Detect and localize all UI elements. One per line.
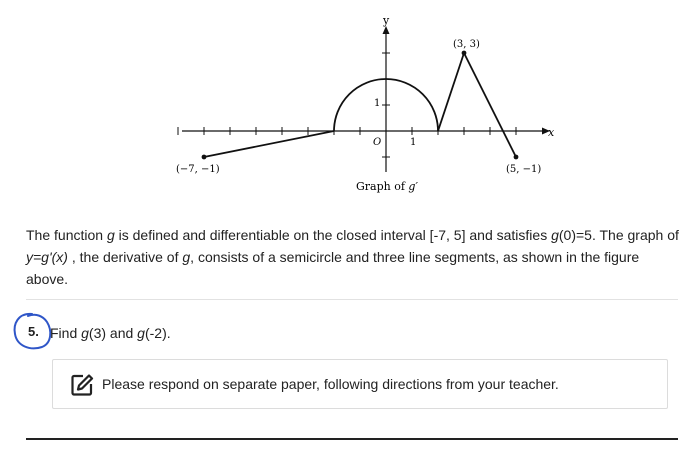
origin-label: O xyxy=(373,137,382,148)
line-segment-4 xyxy=(464,53,516,157)
stem-text: , consists of a semicircle and three line segments, as shown in the figure above. xyxy=(26,249,640,287)
graph-caption-func: g′ xyxy=(408,180,418,193)
stem-g: g xyxy=(182,249,191,265)
stem-text: is defined and differentiable on the closed interval [-7, 5] and satisfies xyxy=(114,227,552,243)
point-label-neg7-neg1: (−7, −1) xyxy=(176,164,220,175)
question-number: 5. xyxy=(28,324,39,339)
stem-g: g xyxy=(106,227,115,243)
stem-text: The function xyxy=(26,227,107,243)
axis-ticks xyxy=(178,53,516,157)
y-axis-arrow xyxy=(383,26,390,34)
graph-caption xyxy=(356,180,418,193)
labeled-point xyxy=(514,155,519,160)
problem-stem xyxy=(26,224,681,290)
graph-curves xyxy=(202,51,519,160)
prompt-g: g xyxy=(137,325,145,341)
response-box[interactable] xyxy=(52,359,668,409)
stem-derivative: y=g'(x) xyxy=(26,249,68,265)
response-instruction: Please respond on separate paper, following directions from your teacher. xyxy=(102,376,559,392)
prompt-g: g xyxy=(81,325,89,341)
point-label-5-neg1: (5, −1) xyxy=(506,164,542,175)
point-label-3-3: (3, 3) xyxy=(453,39,480,50)
prompt-text: Find xyxy=(50,325,82,341)
y-tick-label-1: 1 xyxy=(374,98,381,109)
y-axis-label: y xyxy=(383,14,390,27)
edit-pencil-icon xyxy=(70,373,94,397)
stem-text: (0)=5. The graph of xyxy=(558,227,679,243)
labeled-point xyxy=(462,51,467,56)
labeled-point xyxy=(202,155,207,160)
x-tick-label-1: 1 xyxy=(410,137,417,148)
graph-of-g-prime xyxy=(0,0,700,210)
x-axis-label: x xyxy=(548,126,555,139)
bottom-rule xyxy=(26,438,678,440)
line-segment-3 xyxy=(438,53,464,131)
prompt-text: (-2). xyxy=(144,325,171,341)
section-divider xyxy=(26,299,678,300)
graph-caption-prefix: Graph of xyxy=(356,180,409,193)
stem-g: g xyxy=(551,227,559,243)
prompt-text: (3) and xyxy=(88,325,138,341)
question-prompt xyxy=(50,325,171,341)
line-segment-1 xyxy=(204,131,334,157)
stem-text: , the derivative of xyxy=(67,249,183,265)
